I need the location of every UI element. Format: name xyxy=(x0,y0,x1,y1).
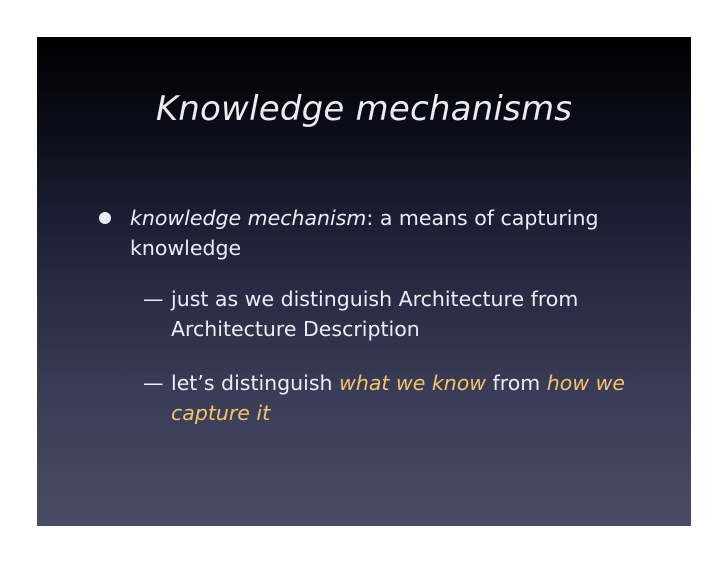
bullet-icon xyxy=(99,212,111,224)
sub-bullet-2-prefix: let’s distinguish xyxy=(171,371,340,395)
bullet-definition: : a means of capturing knowledge xyxy=(130,206,599,260)
slide-title: Knowledge mechanisms xyxy=(155,89,573,129)
sub-bullet-1: just as we distinguish Architecture from Architecture Description xyxy=(171,287,579,341)
sub-bullet-2 xyxy=(171,368,641,428)
highlight-how-we-capture-it: how we capture it xyxy=(171,371,625,425)
slide xyxy=(37,37,691,526)
highlight-what-we-know: what we know xyxy=(339,371,487,395)
dash-icon: — xyxy=(143,371,164,395)
sub-bullet-2-middle: from xyxy=(486,371,547,395)
bullet-term: knowledge mechanism xyxy=(130,206,367,230)
dash-icon: — xyxy=(143,287,164,311)
main-bullet xyxy=(130,203,650,263)
